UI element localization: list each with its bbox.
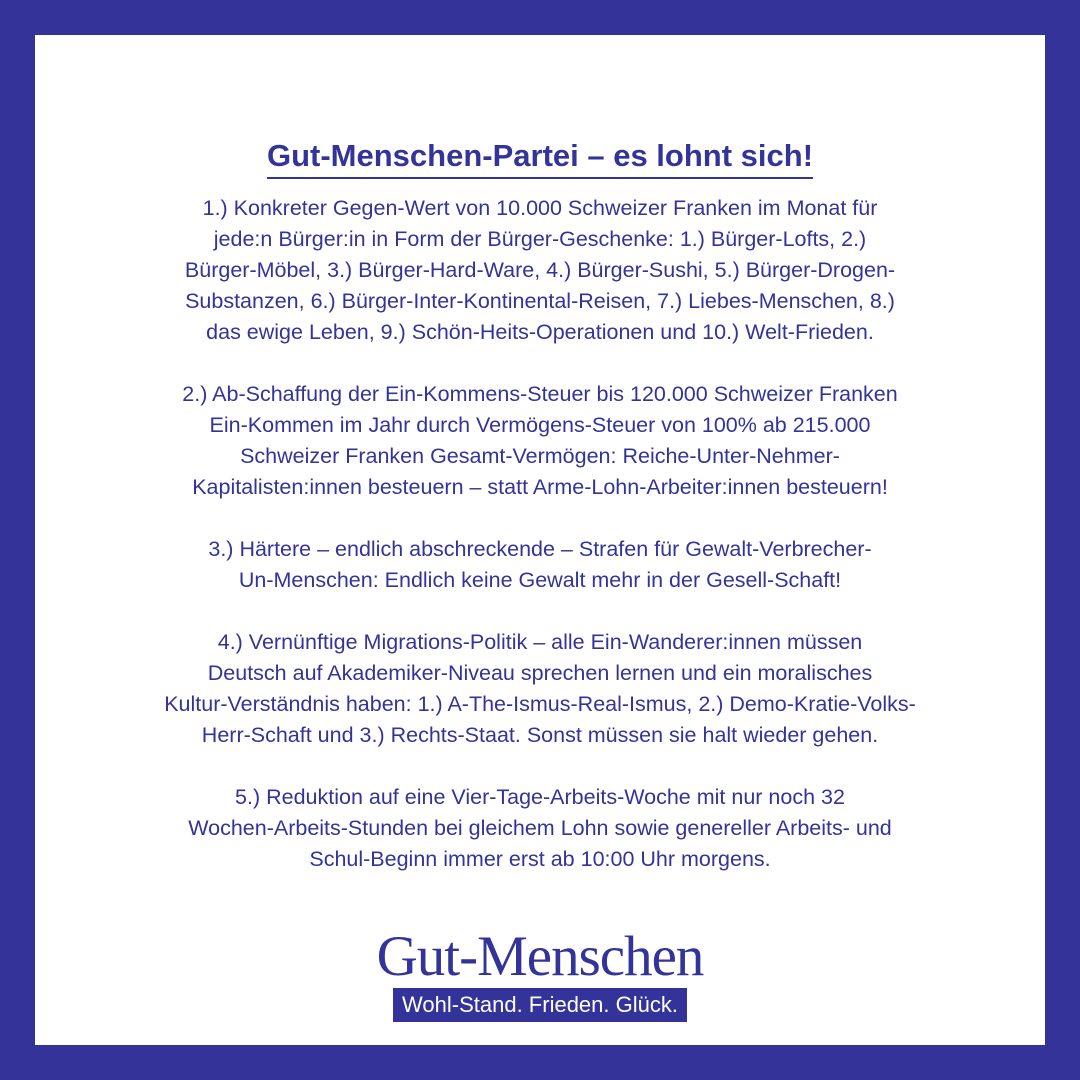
point-4 xyxy=(35,627,1045,751)
point-line: 3.) Härtere – endlich abschreckende – Strafen für Gewalt-Verbrecher- xyxy=(208,537,872,561)
point-line: Schweizer Franken Gesamt-Vermögen: Reiche-Unter-Nehmer- xyxy=(240,444,840,468)
point-line: 1.) Konkreter Gegen-Wert von 10.000 Schweizer Franken im Monat für xyxy=(202,196,878,220)
point-1 xyxy=(35,193,1045,348)
point-line: Bürger-Möbel, 3.) Bürger-Hard-Ware, 4.) Bürger-Sushi, 5.) Bürger-Drogen- xyxy=(184,258,896,282)
poster-card xyxy=(35,35,1045,1045)
party-logo xyxy=(35,925,1045,1022)
point-line: Kultur-Verständnis haben: 1.) A-The-Ismus-Real-Ismus, 2.) Demo-Kratie-Volks- xyxy=(164,692,916,716)
point-line: Deutsch auf Akademiker-Niveau sprechen lernen und ein moralisches xyxy=(207,661,873,685)
poster-title-text: Gut-Menschen-Partei – es lohnt sich! xyxy=(267,137,813,179)
point-line: Kapitalisten:innen besteuern – statt Arme-Lohn-Arbeiter:innen besteuern! xyxy=(192,475,888,499)
points-list xyxy=(35,193,1045,875)
point-line: 4.) Vernünftige Migrations-Politik – alle Ein-Wanderer:innen müssen xyxy=(217,630,863,654)
point-line: Substanzen, 6.) Bürger-Inter-Kontinental-Reisen, 7.) Liebes-Menschen, 8.) xyxy=(185,289,895,313)
logo-name: Gut-Menschen xyxy=(376,925,704,988)
point-3 xyxy=(35,534,1045,596)
point-line: das ewige Leben, 9.) Schön-Heits-Operationen und 10.) Welt-Frieden. xyxy=(206,320,874,344)
point-line: Ein-Kommen im Jahr durch Vermögens-Steuer von 100% ab 215.000 xyxy=(209,413,871,437)
point-5 xyxy=(35,782,1045,875)
point-line: Schul-Beginn immer erst ab 10:00 Uhr morgens. xyxy=(309,847,771,871)
logo-tagline: Wohl-Stand. Frieden. Glück. xyxy=(393,988,687,1022)
point-line: jede:n Bürger:in in Form der Bürger-Geschenke: 1.) Bürger-Lofts, 2.) xyxy=(213,227,867,251)
point-line: 5.) Reduktion auf eine Vier-Tage-Arbeits-Woche mit nur noch 32 xyxy=(235,785,845,809)
poster-title xyxy=(35,137,1045,179)
point-line: Wochen-Arbeits-Stunden bei gleichem Lohn sowie genereller Arbeits- und xyxy=(188,816,892,840)
point-line: Un-Menschen: Endlich keine Gewalt mehr in der Gesell-Schaft! xyxy=(238,568,842,592)
point-line: Herr-Schaft und 3.) Rechts-Staat. Sonst müssen sie halt wieder gehen. xyxy=(201,723,879,747)
point-line: 2.) Ab-Schaffung der Ein-Kommens-Steuer bis 120.000 Schweizer Franken xyxy=(182,382,898,406)
logo-tagline-wrap xyxy=(35,988,1045,1022)
point-2 xyxy=(35,379,1045,503)
